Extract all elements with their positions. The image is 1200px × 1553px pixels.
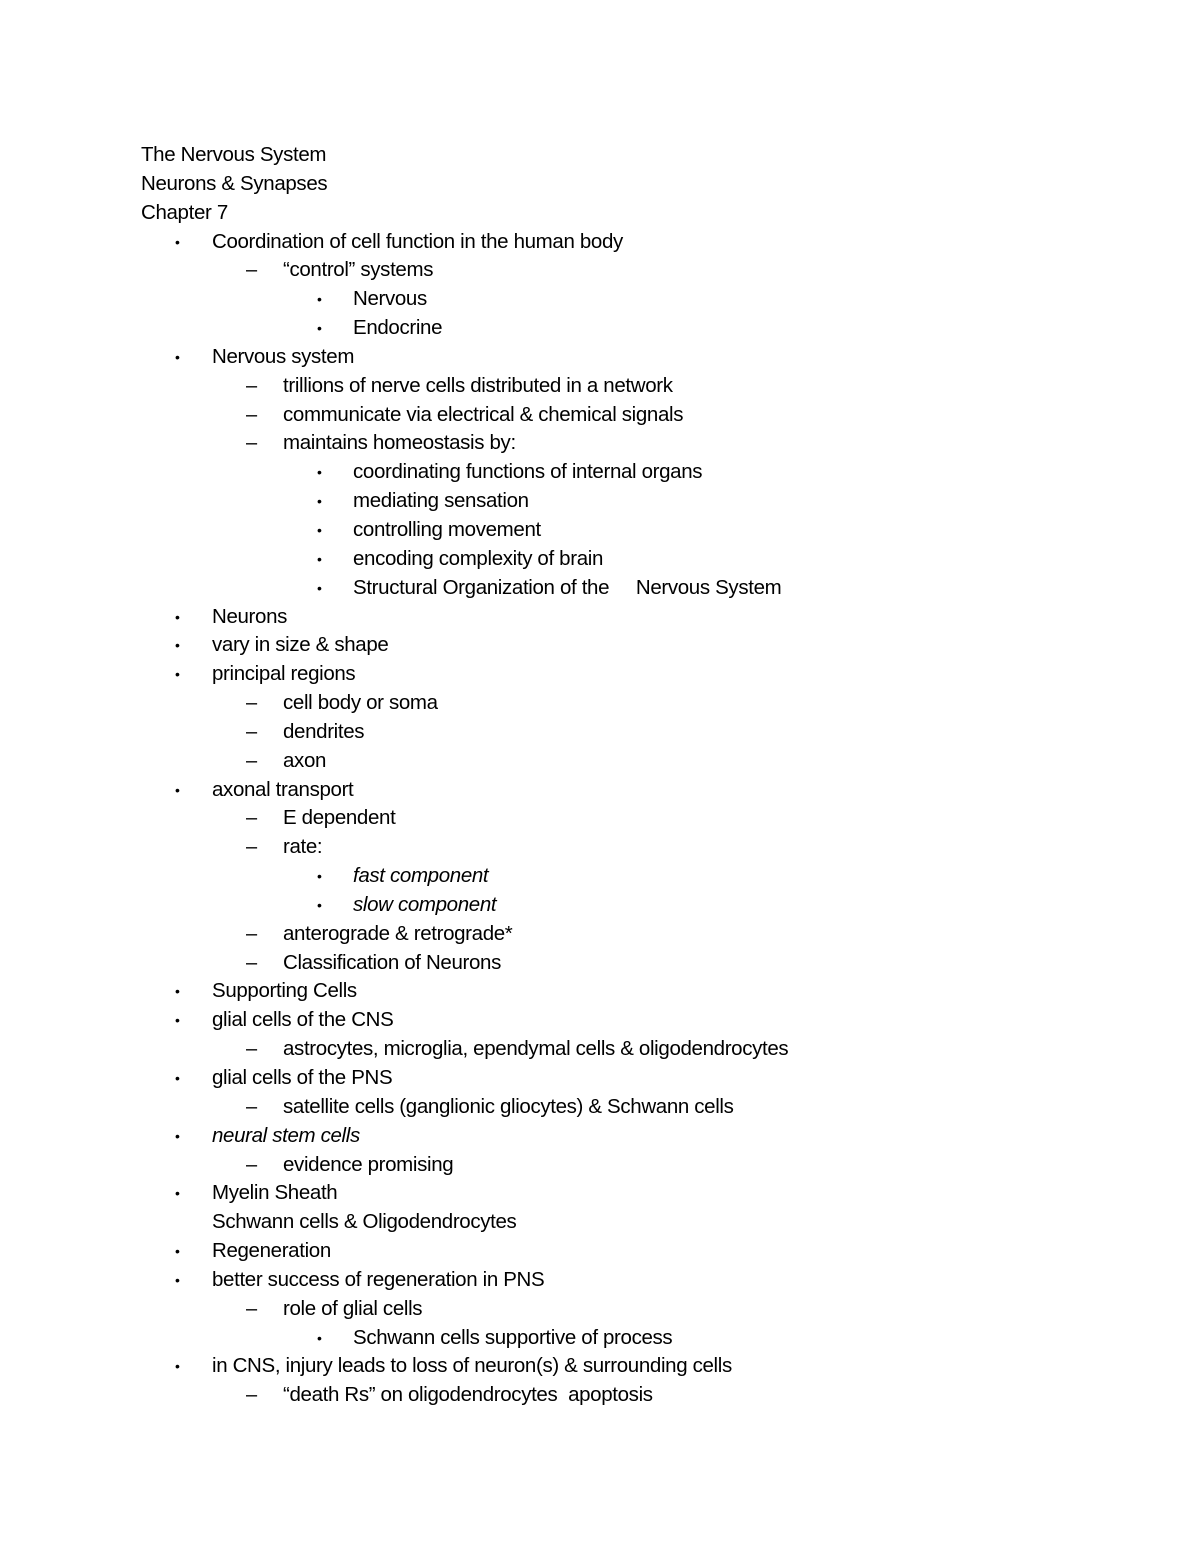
item-text: rate: — [283, 835, 323, 859]
list-item — [0, 977, 1200, 1006]
list-item — [0, 1035, 1200, 1064]
chapter-label: Chapter 7 — [141, 200, 228, 224]
document-title-line — [0, 141, 1200, 170]
item-text: Coordination of cell function in the human body — [212, 229, 623, 253]
bullet-icon: • — [317, 896, 322, 913]
list-item — [0, 862, 1200, 891]
list-item — [0, 631, 1200, 660]
dash-icon: – — [246, 259, 257, 282]
item-text: role of glial cells — [283, 1296, 423, 1320]
dash-icon: – — [246, 749, 257, 772]
list-item — [0, 429, 1200, 458]
dash-icon: – — [246, 922, 257, 945]
bullet-icon: • — [175, 1243, 180, 1260]
dash-icon: – — [246, 403, 257, 426]
item-text: slow component — [353, 892, 497, 916]
item-text: better success of regeneration in PNS — [212, 1267, 545, 1291]
item-text: Supporting Cells — [212, 979, 357, 1003]
list-item-continuation — [0, 1208, 1200, 1237]
list-item — [0, 314, 1200, 343]
list-item — [0, 949, 1200, 978]
bullet-icon: • — [175, 1070, 180, 1086]
list-item — [0, 1122, 1200, 1151]
item-text: “control” systems — [283, 258, 434, 282]
list-item — [0, 487, 1200, 516]
bullet-icon: • — [175, 637, 180, 654]
dash-icon: – — [246, 1384, 257, 1407]
dash-icon: – — [246, 836, 257, 859]
list-item — [0, 1006, 1200, 1035]
item-text: maintains homeostasis by: — [283, 431, 516, 455]
list-item — [0, 1064, 1200, 1093]
dash-icon: – — [246, 1095, 257, 1118]
list-item — [0, 574, 1200, 603]
bullet-icon: • — [175, 1127, 180, 1144]
bullet-icon: • — [175, 1185, 180, 1202]
document-subtitle: Neurons & Synapses — [141, 171, 328, 195]
bullet-icon: • — [175, 983, 180, 1000]
item-text: evidence promising — [283, 1152, 454, 1176]
bullet-icon: • — [317, 868, 322, 885]
dash-icon: – — [246, 720, 257, 743]
bullet-icon: • — [175, 1271, 180, 1288]
item-text: “death Rs” on oligodendrocytes apoptosis — [283, 1383, 653, 1407]
dash-icon: – — [246, 432, 257, 455]
chapter-line — [0, 199, 1200, 228]
list-item — [0, 516, 1200, 545]
item-text: Nervous — [353, 287, 427, 311]
list-item — [0, 660, 1200, 689]
list-item — [0, 285, 1200, 314]
item-text: Myelin Sheath — [212, 1181, 338, 1205]
item-text: mediating sensation — [353, 489, 529, 513]
bullet-icon: • — [317, 1329, 322, 1346]
item-text: Nervous system — [212, 344, 355, 368]
item-text: dendrites — [283, 719, 365, 743]
item-text: principal regions — [212, 662, 356, 686]
list-item — [0, 747, 1200, 776]
dash-icon: – — [246, 807, 257, 830]
list-item — [0, 343, 1200, 372]
list-item — [0, 804, 1200, 833]
dash-icon: – — [246, 692, 257, 715]
dash-icon: – — [246, 374, 257, 397]
list-item — [0, 718, 1200, 747]
list-item — [0, 545, 1200, 574]
item-text: Schwann cells supportive of process — [353, 1325, 673, 1349]
item-text: controlling movement — [353, 517, 541, 541]
bullet-icon: • — [175, 781, 180, 798]
item-text: astrocytes, microglia, ependymal cells & oligodendrocytes — [283, 1037, 789, 1061]
item-text: anterograde & retrograde* — [283, 921, 513, 945]
list-item — [0, 891, 1200, 920]
list-item — [0, 603, 1200, 632]
document-title: The Nervous System — [141, 143, 327, 166]
item-text: Neurons — [212, 604, 288, 628]
bullet-icon: • — [317, 464, 322, 481]
dash-icon: – — [246, 951, 257, 974]
item-text: Endocrine — [353, 316, 443, 340]
list-item — [0, 372, 1200, 401]
item-text: encoding complexity of brain — [353, 546, 604, 570]
document-subtitle-line — [0, 170, 1200, 199]
item-text: in CNS, injury leads to loss of neuron(s) & surrounding cells — [212, 1354, 732, 1378]
list-item — [0, 1237, 1200, 1266]
bullet-icon: • — [317, 550, 322, 567]
item-text: axon — [283, 748, 327, 772]
bullet-icon: • — [317, 320, 322, 337]
list-item — [0, 920, 1200, 949]
item-text: Regeneration — [212, 1239, 331, 1263]
list-item — [0, 1266, 1200, 1295]
item-text: glial cells of the PNS — [212, 1066, 393, 1089]
item-text: axonal transport — [212, 777, 354, 801]
list-item — [0, 833, 1200, 862]
bullet-icon: • — [175, 1358, 180, 1375]
bullet-icon: • — [175, 1012, 180, 1029]
bullet-icon: • — [175, 608, 180, 625]
list-item — [0, 776, 1200, 805]
dash-icon: – — [246, 1297, 257, 1320]
item-text: Structural Organization of the Nervous System — [353, 575, 782, 599]
list-item — [0, 228, 1200, 257]
dash-icon: – — [246, 1038, 257, 1061]
list-item — [0, 1151, 1200, 1180]
list-item — [0, 1352, 1200, 1381]
item-text: satellite cells (ganglionic gliocytes) & Schwann cells — [283, 1094, 734, 1118]
bullet-icon: • — [317, 579, 322, 596]
list-item — [0, 401, 1200, 430]
item-text: trillions of nerve cells distributed in a network — [283, 373, 673, 397]
item-text: communicate via electrical & chemical signals — [283, 402, 684, 426]
list-item — [0, 1324, 1200, 1353]
bullet-icon: • — [317, 291, 322, 308]
bullet-icon: • — [175, 233, 180, 250]
bullet-icon: • — [175, 348, 180, 365]
dash-icon: – — [246, 1153, 257, 1176]
item-text: Schwann cells & Oligodendrocytes — [212, 1210, 517, 1234]
item-text: fast component — [353, 864, 489, 888]
list-item — [0, 1179, 1200, 1208]
item-text: Classification of Neurons — [283, 950, 501, 974]
bullet-icon: • — [317, 493, 322, 510]
item-text: coordinating functions of internal organs — [353, 460, 703, 484]
list-item — [0, 1295, 1200, 1324]
list-item — [0, 1093, 1200, 1122]
notes-body — [0, 141, 1200, 1410]
item-text: neural stem cells — [212, 1123, 360, 1147]
bullet-icon: • — [317, 521, 322, 538]
list-item — [0, 458, 1200, 487]
item-text: glial cells of the CNS — [212, 1008, 394, 1032]
item-text: cell body or soma — [283, 691, 438, 715]
list-item — [0, 1381, 1200, 1410]
list-item — [0, 689, 1200, 718]
bullet-icon: • — [175, 666, 180, 683]
list-item — [0, 256, 1200, 285]
item-text: vary in size & shape — [212, 633, 389, 657]
item-text: E dependent — [283, 806, 396, 830]
